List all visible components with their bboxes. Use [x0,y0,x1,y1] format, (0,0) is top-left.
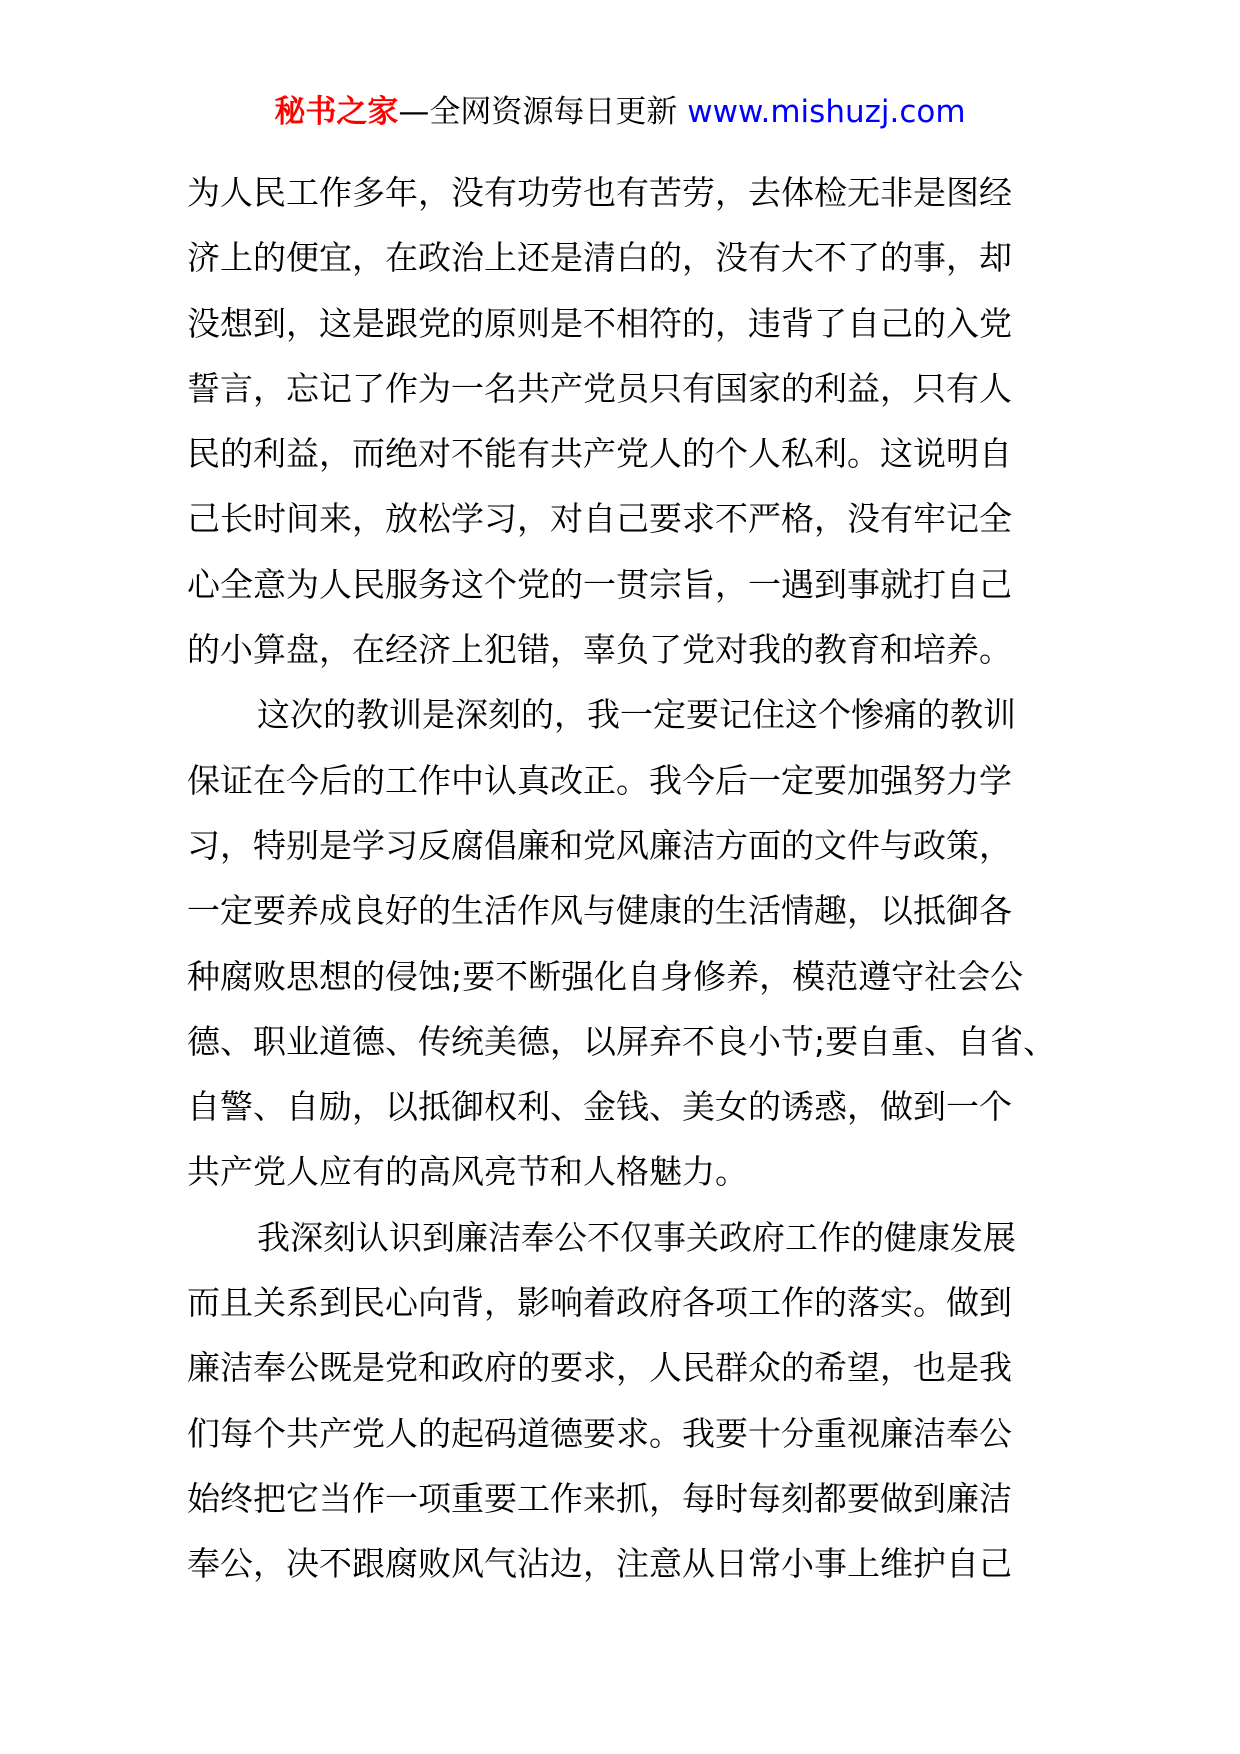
text-line: 始终把它当作一项重要工作来抓，每时每刻都要做到廉洁 [187,1478,1012,1518]
text-line: 心全意为人民服务这个党的一贯宗旨，一遇到事就打自己 [187,564,1012,604]
page-header [0,92,1240,132]
text-line: 而且关系到民心向背，影响着政府各项工作的落实。做到 [187,1283,1012,1323]
text-line: 自警、自励，以抵御权利、金钱、美女的诱惑，做到一个 [187,1087,1012,1127]
paragraph-first-line: 我深刻认识到廉洁奉公不仅事关政府工作的健康发展 [257,1217,1016,1257]
text-line: 民的利益，而绝对不能有共产党人的个人私利。这说明自 [187,434,1012,474]
text-line: 没想到，这是跟党的原则是不相符的，违背了自己的入党 [187,303,1012,343]
text-line: 廉洁奉公既是党和政府的要求，人民群众的希望，也是我 [187,1348,1012,1388]
text-line: 德、职业道德、传统美德，以屏弃不良小节;要自重、自省、 [187,1021,1057,1061]
text-line: 己长时间来，放松学习，对自己要求不严格，没有牢记全 [187,499,1012,539]
text-line: 种腐败思想的侵蚀;要不断强化自身修养，模范遵守社会公 [187,956,1024,996]
site-url-link[interactable]: www.mishuzj.com [687,94,966,130]
document-body [187,160,1067,1597]
text-line: 们每个共产党人的起码道德要求。我要十分重视廉洁奉公 [187,1413,1012,1453]
text-line: 保证在今后的工作中认真改正。我今后一定要加强努力学 [187,760,1012,800]
text-line: 济上的便宜，在政治上还是清白的，没有大不了的事，却 [187,238,1012,278]
paragraph-first-line: 这次的教训是深刻的，我一定要记住这个惨痛的教训 [257,695,1016,735]
text-line: 的小算盘，在经济上犯错，辜负了党对我的教育和培养。 [187,630,1012,670]
header-tagline: —全网资源每日更新 [398,94,678,130]
text-line: 誓言，忘记了作为一名共产党员只有国家的利益，只有人 [187,368,1012,408]
text-line: 一定要养成良好的生活作风与健康的生活情趣，以抵御各 [187,891,1012,931]
text-line: 共产党人应有的高风亮节和人格魅力。 [187,1152,748,1192]
brand-name: 秘书之家 [274,94,399,130]
text-line: 为人民工作多年，没有功劳也有苦劳，去体检无非是图经 [187,173,1012,212]
text-line: 奉公，决不跟腐败风气沾边，注意从日常小事上维护自己 [187,1544,1012,1584]
text-line: 习，特别是学习反腐倡廉和党风廉洁方面的文件与政策， [187,825,1012,865]
